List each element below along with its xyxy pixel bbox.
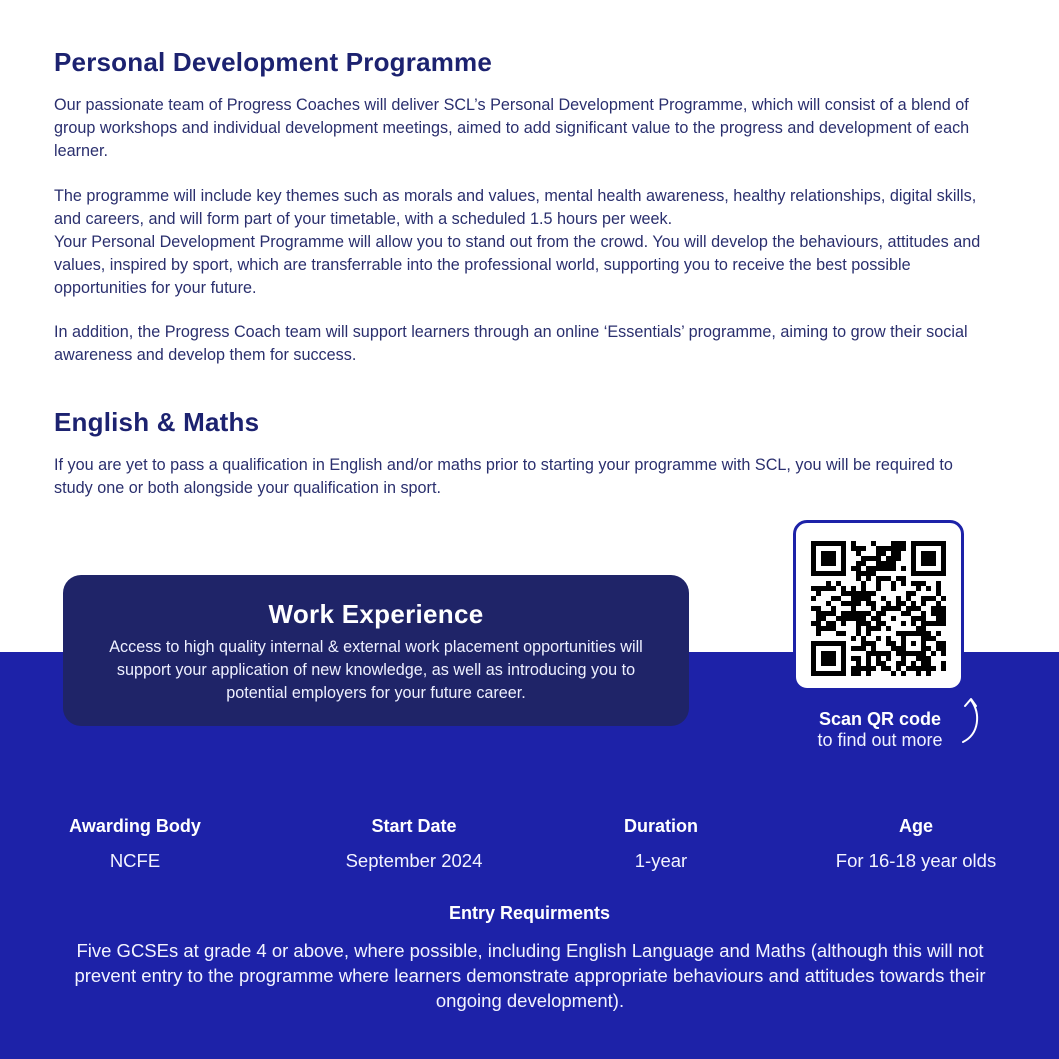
age-column bbox=[815, 814, 1017, 873]
english-maths-title: English & Maths bbox=[54, 407, 260, 437]
personal-development-title: Personal Development Programme bbox=[54, 47, 493, 77]
scan-qr-callout bbox=[790, 708, 970, 750]
scan-qr-subtitle: to find out more bbox=[817, 730, 943, 750]
work-experience-text: Access to high quality internal & external work placement opportunities will support your application of new knowledge, as well as introducing you to potential employers for your future career. bbox=[109, 638, 643, 702]
awarding-body-column bbox=[40, 814, 230, 873]
awarding-body-label: Awarding Body bbox=[69, 816, 201, 836]
personal-development-paragraph-4: In addition, the Progress Coach team will support learners through an online ‘Essentials’ programme, aiming to grow their social awareness and develop them for success. bbox=[54, 323, 968, 364]
personal-development-paragraph-1: Our passionate team of Progress Coaches will deliver SCL’s Personal Development Programme, which will consist of a blend of group workshops and individual development meetings, aimed to add significant value to the progress and development of each learner. bbox=[54, 96, 970, 160]
work-experience-card bbox=[63, 575, 689, 726]
entry-requirements-text: Five GCSEs at grade 4 or above, where possible, including English Language and Maths (although this will not prevent entry to the programme where learners demonstrate appropriate behaviours and attitudes towards their ongoing development). bbox=[74, 940, 986, 1011]
start-date-label: Start Date bbox=[371, 816, 457, 836]
work-experience-title: Work Experience bbox=[268, 599, 484, 629]
duration-value: 1-year bbox=[634, 850, 688, 871]
personal-development-paragraph-3: Your Personal Development Programme will allow you to stand out from the crowd. You will develop the behaviours, attitudes and values, inspired by sport, which are transferrable into the professional world, supporting you to receive the best possible opportunities for your future. bbox=[54, 233, 981, 297]
age-value: For 16-18 year olds bbox=[835, 850, 997, 871]
awarding-body-value: NCFE bbox=[109, 850, 161, 871]
entry-requirements-title: Entry Requirments bbox=[448, 903, 611, 923]
qr-code-icon[interactable] bbox=[811, 541, 946, 676]
start-date-column bbox=[314, 814, 514, 873]
start-date-value: September 2024 bbox=[345, 850, 483, 871]
qr-code-box[interactable] bbox=[793, 520, 964, 691]
duration-label: Duration bbox=[624, 816, 698, 836]
duration-column bbox=[590, 814, 732, 873]
personal-development-paragraph-2: The programme will include key themes such as morals and values, mental health awareness, healthy relationships, digital skills, and careers, and will form part of your timetable, with a scheduled 1.5 hours per week. bbox=[54, 187, 977, 228]
age-label: Age bbox=[898, 816, 933, 836]
english-maths-paragraph: If you are yet to pass a qualification in English and/or maths prior to starting your programme with SCL, you will be required to study one or both alongside your qualification in sport. bbox=[54, 456, 953, 497]
scan-qr-title: Scan QR code bbox=[818, 709, 942, 729]
